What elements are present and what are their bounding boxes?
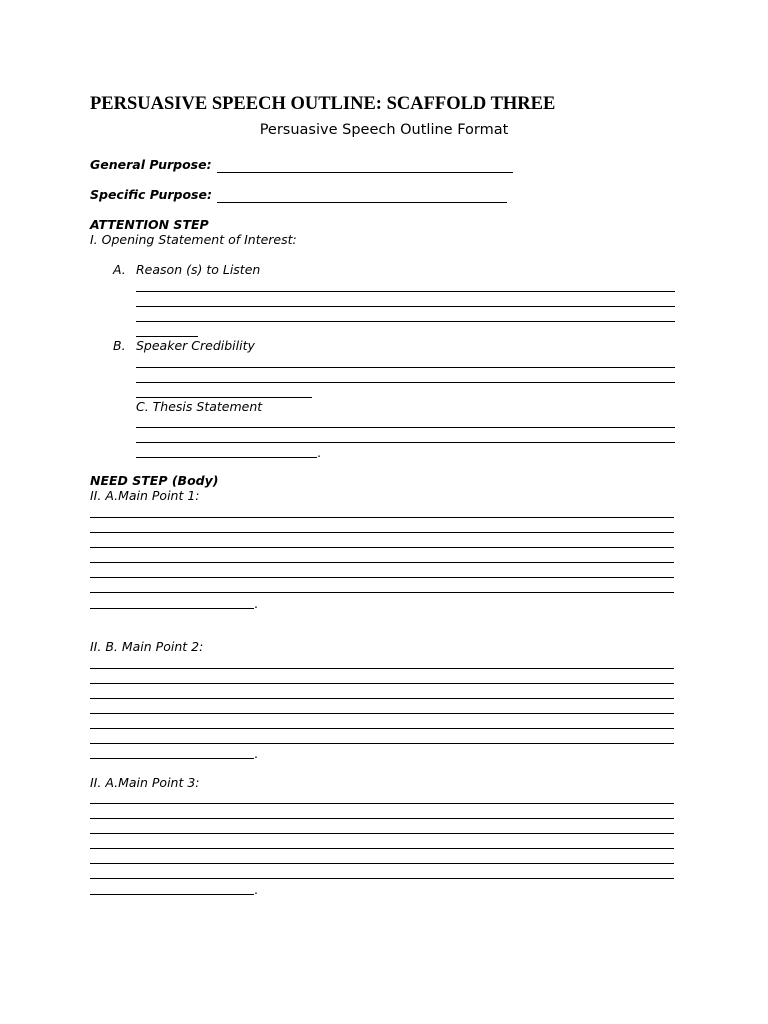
opening-statement-label: I. Opening Statement of Interest: bbox=[90, 232, 297, 247]
main-point-3-blank-line[interactable] bbox=[90, 803, 674, 804]
main-point-2-blank-line[interactable] bbox=[90, 743, 674, 744]
main-point-3-blank-line[interactable] bbox=[90, 848, 674, 849]
main-point-1-blank-line[interactable] bbox=[90, 547, 674, 548]
main-point-3-blank-line[interactable] bbox=[90, 878, 674, 879]
document-title: PERSUASIVE SPEECH OUTLINE: SCAFFOLD THREE bbox=[90, 94, 556, 114]
thesis-blank-line-short[interactable] bbox=[136, 457, 317, 458]
main-point-3-period: . bbox=[254, 882, 258, 897]
reasons-blank-line[interactable] bbox=[136, 321, 675, 322]
need-step-heading: NEED STEP (Body) bbox=[90, 473, 219, 488]
attention-step-heading: ATTENTION STEP bbox=[90, 217, 209, 232]
item-a-marker: A. bbox=[113, 262, 126, 277]
main-point-1-blank-line[interactable] bbox=[90, 517, 674, 518]
main-point-3-blank-line[interactable] bbox=[90, 833, 674, 834]
main-point-2-blank-line[interactable] bbox=[90, 668, 674, 669]
item-b-marker: B. bbox=[113, 338, 126, 353]
main-point-3-blank-line[interactable] bbox=[90, 863, 674, 864]
reasons-blank-line[interactable] bbox=[136, 291, 675, 292]
general-purpose-label: General Purpose: bbox=[90, 157, 212, 172]
main-point-1-blank-line[interactable] bbox=[90, 592, 674, 593]
thesis-period: . bbox=[317, 445, 321, 460]
main-point-3-label: II. A.Main Point 3: bbox=[90, 775, 200, 790]
reasons-blank-line[interactable] bbox=[136, 306, 675, 307]
main-point-2-blank-line[interactable] bbox=[90, 683, 674, 684]
credibility-blank-line-short[interactable] bbox=[136, 397, 312, 398]
main-point-1-blank-line[interactable] bbox=[90, 577, 674, 578]
main-point-2-blank-line[interactable] bbox=[90, 728, 674, 729]
main-point-1-label: II. A.Main Point 1: bbox=[90, 488, 200, 503]
main-point-1-period: . bbox=[254, 596, 258, 611]
main-point-3-blank-line[interactable] bbox=[90, 818, 674, 819]
main-point-2-period: . bbox=[254, 746, 258, 761]
general-purpose-blank[interactable] bbox=[217, 172, 513, 173]
document-subtitle: Persuasive Speech Outline Format bbox=[259, 122, 509, 138]
specific-purpose-blank[interactable] bbox=[217, 202, 507, 203]
thesis-statement-label: C. Thesis Statement bbox=[136, 399, 263, 414]
credibility-blank-line[interactable] bbox=[136, 367, 675, 368]
main-point-2-blank-line-short[interactable] bbox=[90, 758, 254, 759]
reasons-to-listen-label: Reason (s) to Listen bbox=[136, 262, 261, 277]
specific-purpose-label: Specific Purpose: bbox=[90, 187, 212, 202]
reasons-blank-line-short[interactable] bbox=[136, 336, 198, 337]
main-point-1-blank-line-short[interactable] bbox=[90, 608, 254, 609]
main-point-2-label: II. B. Main Point 2: bbox=[90, 639, 204, 654]
main-point-1-blank-line[interactable] bbox=[90, 562, 674, 563]
speaker-credibility-label: Speaker Credibility bbox=[136, 338, 255, 353]
main-point-2-blank-line[interactable] bbox=[90, 713, 674, 714]
thesis-blank-line[interactable] bbox=[136, 427, 675, 428]
credibility-blank-line[interactable] bbox=[136, 382, 675, 383]
main-point-1-blank-line[interactable] bbox=[90, 532, 674, 533]
thesis-blank-line[interactable] bbox=[136, 442, 675, 443]
main-point-2-blank-line[interactable] bbox=[90, 698, 674, 699]
main-point-3-blank-line-short[interactable] bbox=[90, 894, 254, 895]
